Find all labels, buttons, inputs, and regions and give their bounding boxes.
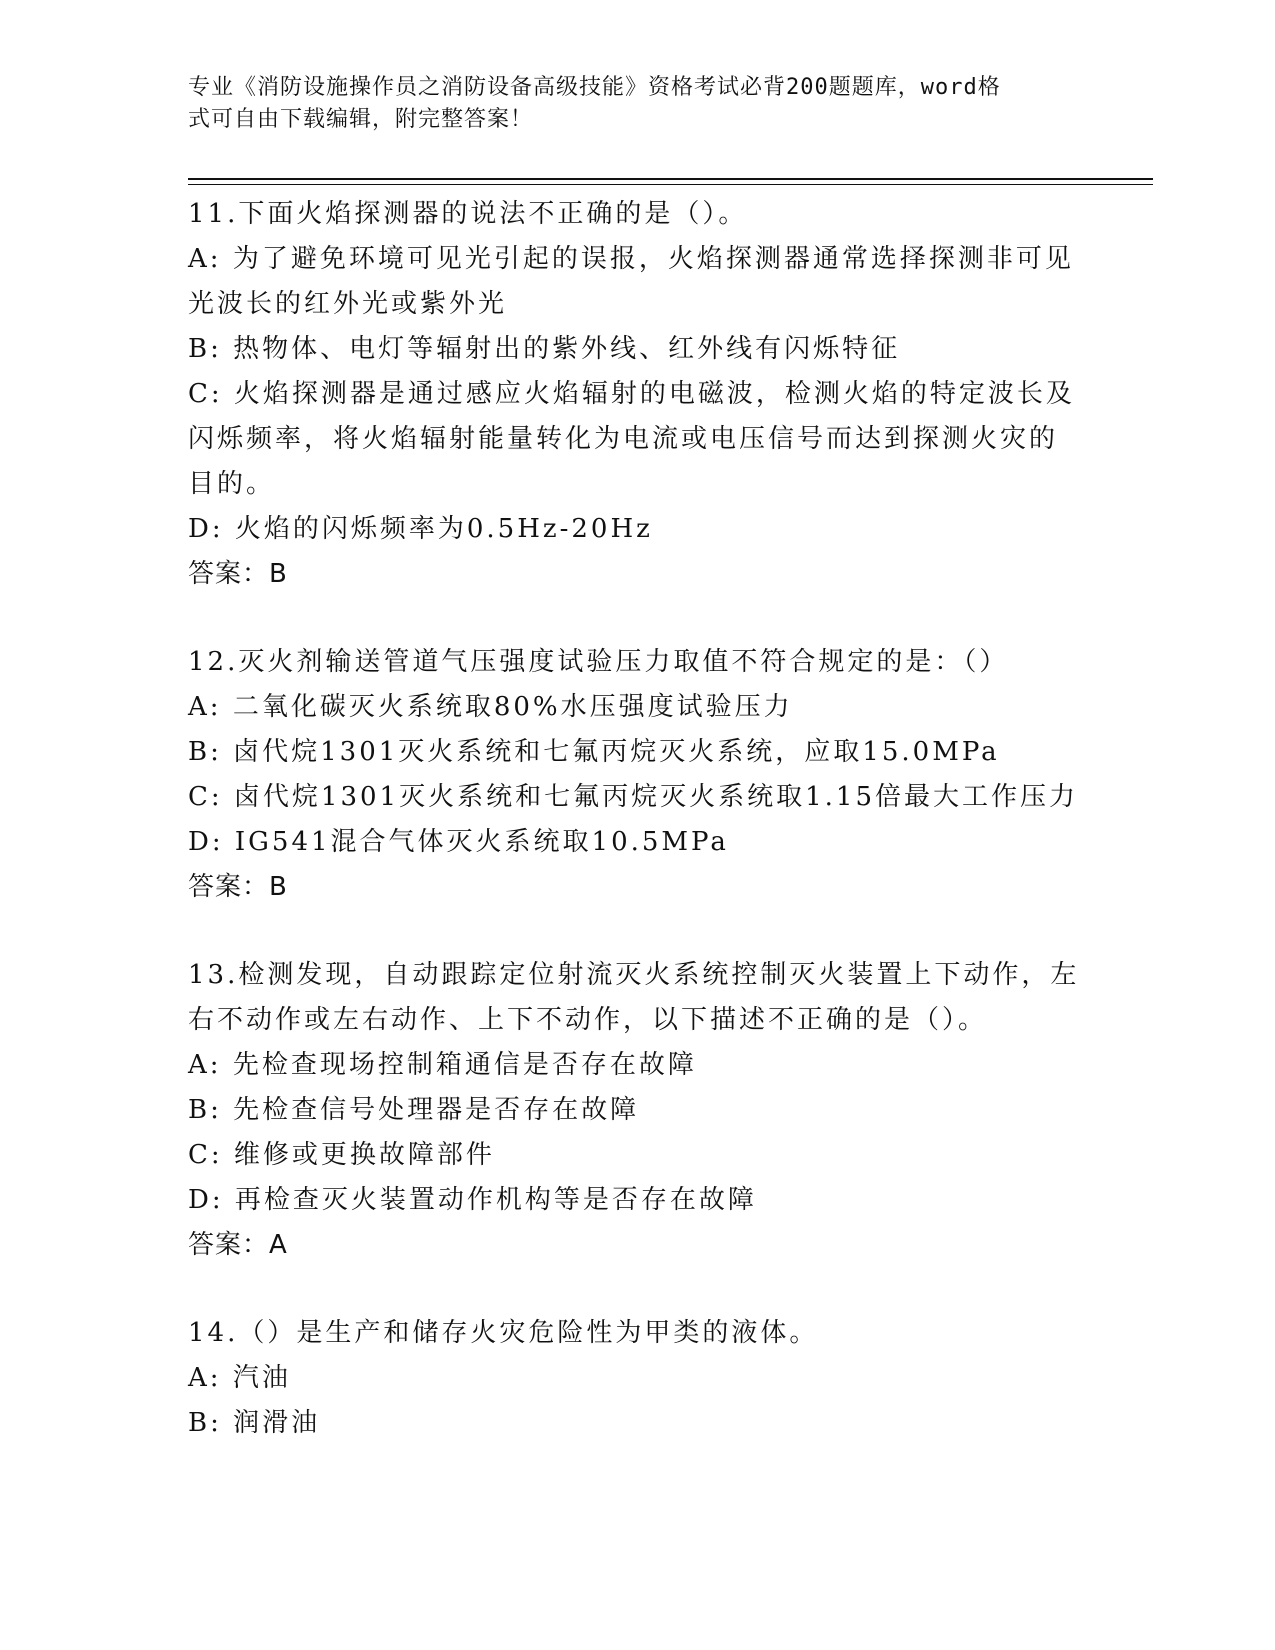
option-text: 热物体、电灯等辐射出的紫外线、红外线有闪烁特征	[233, 334, 901, 364]
header-rule-thin	[188, 184, 1153, 185]
option-text: IG541混合气体灭火系统取10.5MPa	[234, 827, 729, 857]
question-text: 检测发现，自动跟踪定位射流灭火系统控制灭火装置上下动作，左	[238, 960, 1080, 990]
option-text: 二氧化碳灭火系统取80%水压强度试验压力	[232, 692, 793, 722]
option-label: D:	[188, 827, 224, 857]
question-11	[188, 192, 1078, 597]
option-d	[188, 820, 1078, 865]
option-label: B:	[188, 1408, 222, 1438]
question-number: 13.	[188, 960, 239, 990]
option-a	[188, 1356, 1078, 1401]
option-c-cont: 目的。	[188, 469, 276, 499]
option-d	[188, 507, 1078, 552]
answer	[188, 552, 1078, 597]
option-c-cont: 闪烁频率，将火焰辐射能量转化为电流或电压信号而达到探测火灾的	[188, 424, 1059, 454]
option-c	[188, 1133, 1078, 1178]
question-text: 下面火焰探测器的说法不正确的是（）。	[238, 199, 748, 229]
header-rule-thick	[188, 178, 1153, 180]
option-a-cont: 光波长的红外光或紫外光	[188, 289, 508, 319]
option-text: 为了避免环境可见光引起的误报，火焰探测器通常选择探测非可见	[232, 244, 1074, 274]
option-text: 卤代烷1301灭火系统和七氟丙烷灭火系统，应取15.0MPa	[233, 737, 1000, 767]
option-b	[188, 730, 1078, 775]
option-a	[188, 685, 1078, 730]
option-label: B:	[188, 334, 222, 364]
option-label: B:	[188, 1095, 222, 1125]
option-text: 卤代烷1301灭火系统和七氟丙烷灭火系统取1.15倍最大工作压力	[233, 782, 1078, 812]
option-label: A:	[188, 692, 222, 722]
header-line-1: 专业《消防设施操作员之消防设备高级技能》资格考试必背200题题库，word格	[188, 75, 1001, 100]
option-text: 先检查现场控制箱通信是否存在故障	[232, 1050, 697, 1080]
question-stem-cont: 右不动作或左右动作、上下不动作，以下描述不正确的是（）。	[188, 1005, 988, 1035]
question-text: 灭火剂输送管道气压强度试验压力取值不符合规定的是：（）	[238, 647, 1009, 677]
option-b	[188, 1088, 1078, 1133]
option-text: 维修或更换故障部件	[233, 1140, 495, 1170]
option-label: D:	[188, 514, 224, 544]
question-14	[188, 1311, 1078, 1446]
option-label: C:	[188, 1140, 223, 1170]
option-a	[188, 237, 1078, 282]
option-text: 先检查信号处理器是否存在故障	[233, 1095, 640, 1125]
answer	[188, 1223, 1078, 1268]
option-label: C:	[188, 782, 223, 812]
option-text: 润滑油	[233, 1408, 321, 1438]
answer-value: B	[269, 872, 288, 902]
question-list	[188, 192, 1078, 1446]
question-number: 14.	[188, 1318, 239, 1348]
option-label: A:	[188, 1363, 222, 1393]
question-13	[188, 953, 1078, 1268]
answer-value: B	[269, 559, 288, 589]
option-b	[188, 1401, 1078, 1446]
question-stem	[188, 1311, 1078, 1356]
option-label: A:	[188, 244, 222, 274]
option-text: 火焰探测器是通过感应火焰辐射的电磁波，检测火焰的特定波长及	[233, 379, 1075, 409]
document-header	[188, 72, 1068, 136]
option-label: D:	[188, 1185, 224, 1215]
header-line-2: 式可自由下载编辑，附完整答案！	[188, 107, 534, 132]
option-c	[188, 372, 1078, 417]
question-stem	[188, 953, 1078, 998]
answer-label: 答案：	[188, 559, 270, 589]
option-label: B:	[188, 737, 222, 767]
option-text: 再检查灭火装置动作机构等是否存在故障	[234, 1185, 757, 1215]
question-stem	[188, 192, 1078, 237]
question-number: 11.	[188, 199, 239, 229]
option-a	[188, 1043, 1078, 1088]
answer-value: A	[269, 1230, 288, 1260]
option-d	[188, 1178, 1078, 1223]
option-label: C:	[188, 379, 223, 409]
question-stem	[188, 640, 1078, 685]
question-number: 12.	[188, 647, 239, 677]
option-text: 火焰的闪烁频率为0.5Hz-20Hz	[234, 514, 653, 544]
answer	[188, 865, 1078, 910]
answer-label: 答案：	[188, 1230, 270, 1260]
option-text: 汽油	[232, 1363, 291, 1393]
option-b	[188, 327, 1078, 372]
option-c	[188, 775, 1078, 820]
answer-label: 答案：	[188, 872, 270, 902]
question-12	[188, 640, 1078, 910]
option-label: A:	[188, 1050, 222, 1080]
question-text: （）是生产和储存火灾危险性为甲类的液体。	[238, 1318, 819, 1348]
